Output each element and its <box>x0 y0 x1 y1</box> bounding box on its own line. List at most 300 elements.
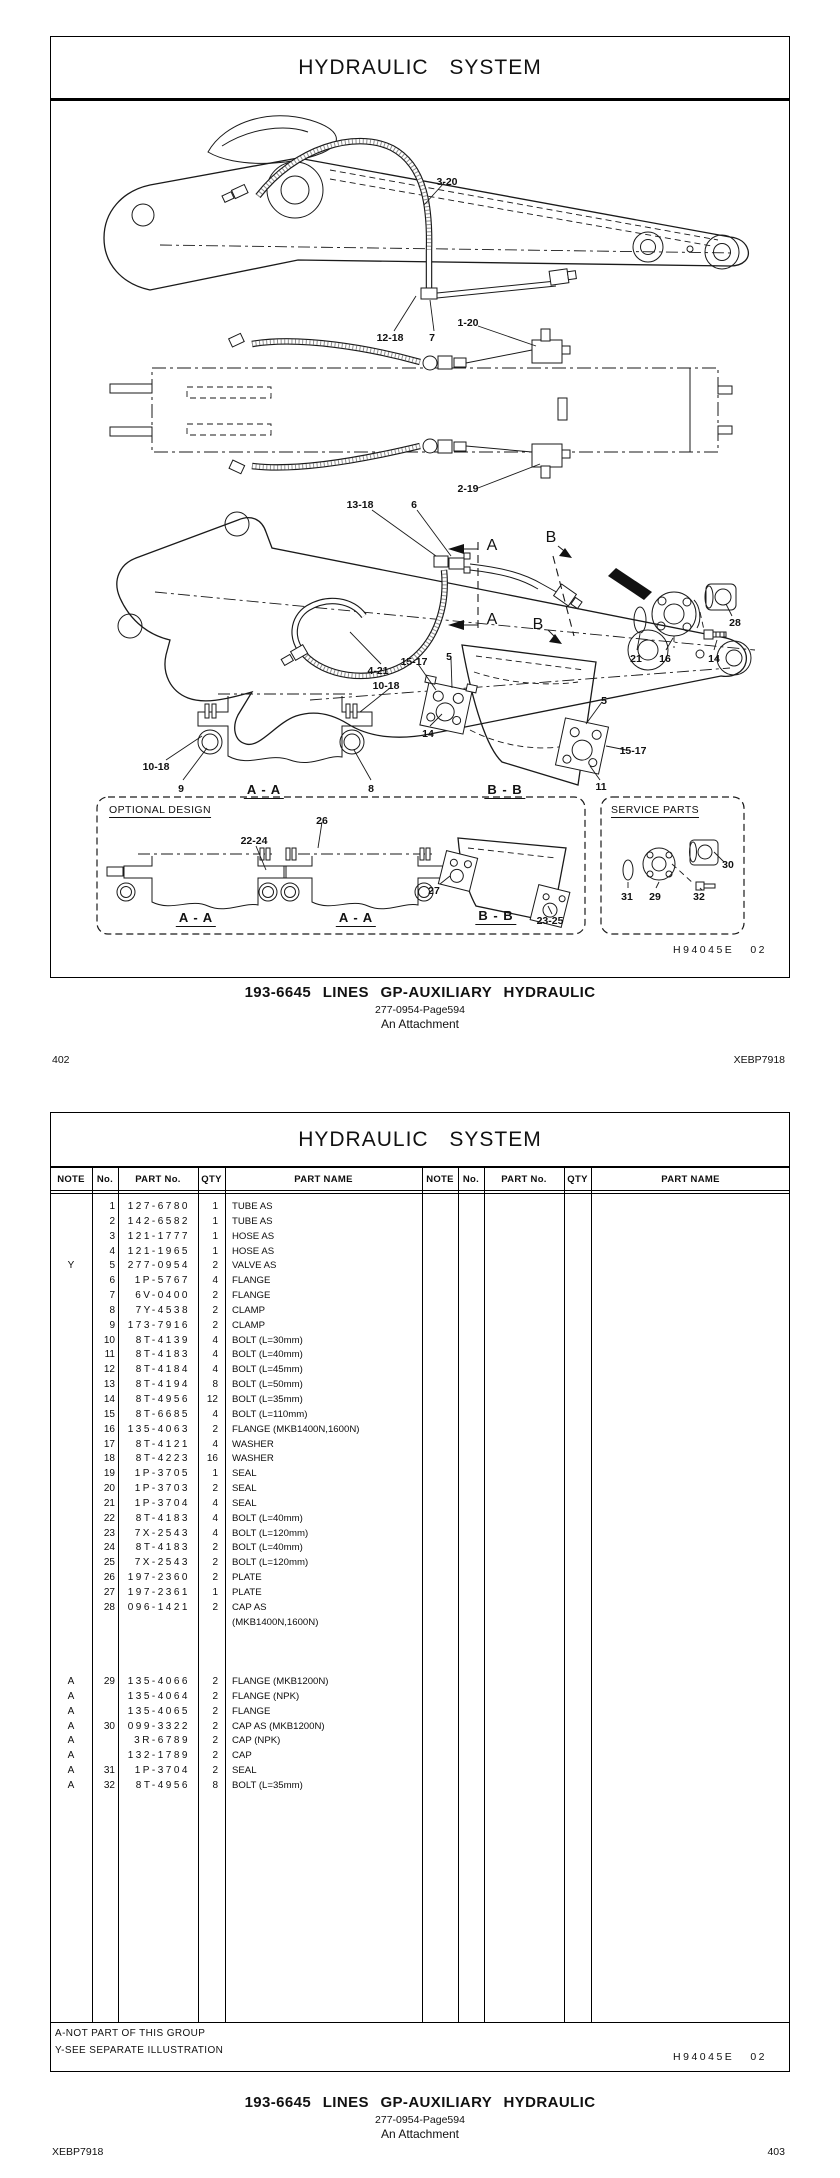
callout-label: 10-18 <box>142 761 170 773</box>
cell-note <box>50 1482 92 1497</box>
cell-qty: 2 <box>212 1423 218 1435</box>
callout-label: 28 <box>729 617 741 629</box>
parts-table-body <box>50 1200 790 1794</box>
cell-part: 1P-5767 <box>134 1275 190 1287</box>
cell-note <box>50 1497 92 1512</box>
cell-name: BOLT (L=120mm) <box>232 1557 309 1569</box>
table-row <box>50 1467 790 1482</box>
section-label: B - B <box>484 783 525 799</box>
cell-part: 135-4064 <box>127 1690 190 1702</box>
cell-no: 12 <box>103 1364 115 1376</box>
cell-part: 3R-6789 <box>134 1735 190 1747</box>
table-row <box>50 1645 790 1660</box>
footnote-a: A-NOT PART OF THIS GROUP <box>55 2028 206 2039</box>
drawing-revision: 02 <box>750 944 767 956</box>
table-row <box>50 1571 790 1586</box>
cell-name: WASHER <box>232 1438 274 1450</box>
column-header: No. <box>96 1173 114 1185</box>
cell-qty: 1 <box>212 1201 218 1212</box>
cell-note: A <box>67 1779 75 1791</box>
cell-note <box>50 1348 92 1363</box>
cell-qty: 2 <box>212 1601 218 1613</box>
table-row <box>50 1245 790 1260</box>
table-row <box>50 1616 790 1631</box>
cell-no: 27 <box>103 1586 115 1598</box>
page2-caption <box>50 2094 790 2141</box>
cell-part: 121-1965 <box>127 1245 190 1257</box>
cell-qty: 8 <box>212 1379 218 1391</box>
page1-title: HYDRAULIC SYSTEM <box>298 56 542 79</box>
cell-note <box>50 1586 92 1601</box>
cell-part: 6V-0400 <box>135 1290 190 1302</box>
drawing-code-p2: H94045E <box>673 2051 735 2063</box>
cell-qty: 8 <box>212 1779 218 1791</box>
cell-qty: 4 <box>212 1275 218 1287</box>
cell-part: 7X-2543 <box>134 1557 190 1569</box>
cell-name: FLANGE (MKB1400N,1600N) <box>232 1423 360 1435</box>
cell-qty: 1 <box>212 1230 218 1242</box>
cell-name: PLATE <box>232 1586 262 1598</box>
table-row <box>50 1289 790 1304</box>
cell-name: BOLT (L=30mm) <box>232 1334 303 1346</box>
cell-note <box>50 1200 92 1215</box>
cell-name: VALVE AS <box>232 1260 277 1272</box>
table-row <box>50 1512 790 1527</box>
table-row <box>50 1408 790 1423</box>
cell-name: SEAL <box>232 1497 257 1509</box>
table-row <box>50 1764 790 1779</box>
cell-qty: 2 <box>212 1705 218 1717</box>
callout-label: 16 <box>659 653 671 665</box>
cell-note: A <box>67 1705 75 1717</box>
drawing-callouts <box>0 0 840 976</box>
column-header: PART No. <box>135 1173 181 1185</box>
cell-qty: 4 <box>212 1527 218 1539</box>
callout-label: 9 <box>178 783 184 795</box>
cell-no: 32 <box>103 1779 115 1791</box>
cell-qty: 4 <box>212 1438 218 1450</box>
cell-part: 8T-4956 <box>135 1393 190 1405</box>
cell-qty: 4 <box>212 1334 218 1346</box>
cell-no: 19 <box>103 1468 115 1480</box>
cell-part <box>118 1630 198 1645</box>
cell-part: 1P-3704 <box>134 1497 190 1509</box>
cell-qty: 4 <box>212 1364 218 1376</box>
cell-part: 1P-3704 <box>134 1765 190 1777</box>
cell-part: 1P-3703 <box>134 1483 190 1495</box>
callout-label: 30 <box>722 859 734 871</box>
callout-label: 5 <box>601 695 607 707</box>
cell-name: BOLT (L=110mm) <box>232 1408 308 1420</box>
section-letter: A <box>486 537 498 554</box>
cell-no: 16 <box>103 1423 115 1435</box>
cell-no: 14 <box>103 1393 115 1405</box>
cell-note <box>50 1571 92 1586</box>
cell-no: 1 <box>109 1201 115 1212</box>
table-row <box>50 1586 790 1601</box>
cell-no: 8 <box>109 1304 115 1316</box>
cell-no: 17 <box>103 1438 115 1450</box>
cell-part: 8T-4183 <box>135 1512 190 1524</box>
cell-note <box>50 1541 92 1556</box>
callout-label: 15-17 <box>619 745 647 757</box>
cell-note <box>50 1304 92 1319</box>
cell-no: 18 <box>103 1453 115 1465</box>
cell-no <box>92 1705 118 1720</box>
cell-part <box>118 1616 198 1631</box>
cell-part: 142-6582 <box>127 1215 190 1227</box>
cell-no: 4 <box>109 1245 115 1257</box>
cell-no: 26 <box>103 1572 115 1584</box>
cell-part: 8T-4139 <box>135 1334 190 1346</box>
cell-note: Y <box>67 1260 75 1272</box>
cell-qty: 12 <box>206 1393 218 1405</box>
callout-label: 13-18 <box>346 499 374 511</box>
column-header: No. <box>462 1173 480 1185</box>
cell-part: 7Y-4538 <box>135 1304 190 1316</box>
column-header: QTY <box>201 1173 222 1185</box>
table-row <box>50 1274 790 1289</box>
page2-doc-code: XEBP7918 <box>52 2146 104 2158</box>
cell-part: 8T-4183 <box>135 1349 190 1361</box>
cell-no: 13 <box>103 1379 115 1391</box>
cell-qty: 1 <box>212 1586 218 1598</box>
cell-no <box>92 1734 118 1749</box>
callout-label: 14 <box>422 728 434 740</box>
callout-label: 1-20 <box>457 317 479 329</box>
cell-no <box>92 1749 118 1764</box>
cell-part: 173-7916 <box>127 1319 190 1331</box>
callout-label: 5 <box>446 651 452 663</box>
cell-part <box>118 1660 198 1675</box>
header-rule-2 <box>50 1193 790 1194</box>
cell-name: SEAL <box>232 1765 257 1777</box>
table-row <box>50 1378 790 1393</box>
table-row <box>50 1720 790 1735</box>
column-header: PART No. <box>501 1173 547 1185</box>
cell-qty: 2 <box>212 1260 218 1272</box>
cell-name: (MKB1400N,1600N) <box>232 1616 319 1628</box>
cell-part: 8T-4223 <box>135 1453 190 1465</box>
cell-name: PLATE <box>232 1572 262 1584</box>
cell-note <box>50 1393 92 1408</box>
cell-no: 2 <box>109 1215 115 1227</box>
cell-part: 132-1789 <box>127 1750 190 1762</box>
cell-no: 6 <box>109 1275 115 1287</box>
cell-qty <box>198 1660 225 1675</box>
cell-part: 8T-4194 <box>135 1379 190 1391</box>
cell-no <box>92 1690 118 1705</box>
cell-no: 10 <box>103 1334 115 1346</box>
cell-no: 31 <box>103 1765 115 1777</box>
cell-no: 9 <box>109 1319 115 1331</box>
section-label: B - B <box>475 909 516 925</box>
cell-note <box>50 1452 92 1467</box>
table-row <box>50 1527 790 1542</box>
cell-part: 8T-4183 <box>135 1542 190 1554</box>
callout-label: 11 <box>595 781 607 793</box>
callout-label: 3-20 <box>436 176 458 188</box>
column-header: NOTE <box>426 1173 454 1185</box>
cell-part <box>118 1645 198 1660</box>
cell-note <box>50 1616 92 1631</box>
cell-part: 135-4066 <box>127 1676 190 1687</box>
callout-label: 12-18 <box>376 332 404 344</box>
callout-label: 22-24 <box>240 835 268 847</box>
callout-label: 27 <box>428 885 440 897</box>
cell-note <box>50 1527 92 1542</box>
cell-part: 7X-2543 <box>134 1527 190 1539</box>
cell-note: A <box>67 1735 75 1747</box>
cell-name: HOSE AS <box>232 1245 275 1257</box>
table-row <box>50 1482 790 1497</box>
cell-no: 24 <box>103 1542 115 1554</box>
caption-reference: 277-0954-Page594 <box>375 1004 465 1016</box>
cell-note: A <box>67 1676 75 1687</box>
cell-note <box>50 1645 92 1660</box>
table-row <box>50 1215 790 1230</box>
section-label: A - A <box>176 911 216 927</box>
cell-qty: 2 <box>212 1572 218 1584</box>
cell-note <box>50 1230 92 1245</box>
cell-qty: 4 <box>212 1408 218 1420</box>
callout-label: 32 <box>693 891 705 903</box>
cell-no: 20 <box>103 1483 115 1495</box>
table-row <box>50 1363 790 1378</box>
callout-label: 26 <box>316 815 328 827</box>
cell-note <box>50 1334 92 1349</box>
cell-no: 21 <box>103 1497 115 1509</box>
callout-label: 21 <box>630 653 642 665</box>
header-rule-1 <box>50 1190 790 1191</box>
callout-label: 15-17 <box>400 656 428 668</box>
table-row <box>50 1660 790 1675</box>
cell-qty: 2 <box>212 1290 218 1302</box>
cell-name: CAP AS (MKB1200N) <box>232 1720 325 1732</box>
cell-part: 127-6780 <box>127 1201 190 1212</box>
cell-part: 277-0954 <box>127 1260 190 1272</box>
callout-label: 23-25 <box>536 915 564 927</box>
cell-part: 135-4065 <box>127 1705 190 1717</box>
callout-label: 4-21 <box>367 665 389 677</box>
cell-note <box>50 1245 92 1260</box>
cell-qty: 2 <box>212 1720 218 1732</box>
section-letter: B <box>532 616 544 633</box>
cell-name <box>225 1660 422 1675</box>
cell-qty: 2 <box>212 1542 218 1554</box>
cell-name: BOLT (L=120mm) <box>232 1527 309 1539</box>
cell-name: TUBE AS <box>232 1215 273 1227</box>
section-label: A - A <box>244 783 284 799</box>
callout-label: 6 <box>411 499 417 511</box>
page2-title: HYDRAULIC SYSTEM <box>298 1128 542 1151</box>
cell-name: FLANGE (NPK) <box>232 1690 300 1702</box>
caption-title: 193-6645 LINES GP-AUXILIARY HYDRAULIC <box>244 984 596 1001</box>
cell-qty: 2 <box>212 1557 218 1569</box>
cell-qty: 2 <box>212 1304 218 1316</box>
cell-name: BOLT (L=40mm) <box>232 1512 303 1524</box>
drawing-revision-p2: 02 <box>750 2051 767 2063</box>
cell-name: CLAMP <box>232 1319 266 1331</box>
cell-qty: 2 <box>212 1319 218 1331</box>
cell-name: BOLT (L=35mm) <box>232 1393 303 1405</box>
cell-part: 121-1777 <box>127 1230 190 1242</box>
cell-note <box>50 1378 92 1393</box>
cell-name: CLAMP <box>232 1304 266 1316</box>
cell-note: A <box>67 1750 75 1762</box>
table-row <box>50 1423 790 1438</box>
table-row <box>50 1749 790 1764</box>
page2-number: 403 <box>767 2146 785 2158</box>
callout-label: 29 <box>649 891 661 903</box>
cell-no: 15 <box>103 1408 115 1420</box>
cell-note <box>50 1512 92 1527</box>
cell-note <box>50 1289 92 1304</box>
cell-part: 8T-6685 <box>135 1408 190 1420</box>
section-label: A - A <box>336 911 376 927</box>
cell-qty <box>198 1616 225 1631</box>
cell-name: WASHER <box>232 1453 274 1465</box>
cell-qty: 1 <box>212 1468 218 1480</box>
cell-no <box>92 1660 118 1675</box>
cell-name: BOLT (L=40mm) <box>232 1349 303 1361</box>
page1-doc-code: XEBP7918 <box>733 1054 785 1066</box>
callout-label: 7 <box>429 332 435 344</box>
cell-no <box>92 1616 118 1631</box>
table-row <box>50 1497 790 1512</box>
section-letter: A <box>486 611 498 628</box>
cell-part: 099-3322 <box>127 1720 190 1732</box>
column-header: PART NAME <box>661 1173 720 1185</box>
cell-note <box>50 1274 92 1289</box>
drawing-number-p2 <box>673 2051 767 2063</box>
column-header: QTY <box>567 1173 588 1185</box>
cell-part: 096-1421 <box>127 1601 190 1613</box>
cell-note <box>50 1660 92 1675</box>
cell-name: BOLT (L=45mm) <box>232 1364 303 1376</box>
cell-note <box>50 1438 92 1453</box>
cell-name: TUBE AS <box>232 1201 273 1212</box>
cell-note <box>50 1363 92 1378</box>
cell-name: CAP <box>232 1750 252 1762</box>
callout-label: 14 <box>708 653 720 665</box>
cell-note: A <box>67 1720 75 1732</box>
column-header: NOTE <box>57 1173 85 1185</box>
callout-label: 31 <box>621 891 633 903</box>
table-row <box>50 1334 790 1349</box>
cell-no: 23 <box>103 1527 115 1539</box>
box-title: SERVICE PARTS <box>610 804 700 816</box>
column-header: PART NAME <box>294 1173 353 1185</box>
page1-number: 402 <box>52 1054 70 1066</box>
cell-name: CAP AS <box>232 1601 267 1613</box>
cell-note: A <box>67 1690 75 1702</box>
cell-note <box>50 1319 92 1334</box>
table-row <box>50 1734 790 1749</box>
cell-name: HOSE AS <box>232 1230 275 1242</box>
cell-note <box>50 1630 92 1645</box>
table-row <box>50 1705 790 1720</box>
table-row <box>50 1259 790 1274</box>
cell-note <box>50 1601 92 1616</box>
table-row <box>50 1393 790 1408</box>
cell-part: 8T-4184 <box>135 1364 190 1376</box>
table-row <box>50 1601 790 1616</box>
cell-no: 22 <box>103 1512 115 1524</box>
cell-name: FLANGE <box>232 1275 271 1287</box>
cell-part: 8T-4956 <box>135 1779 190 1791</box>
cell-note <box>50 1423 92 1438</box>
cell-name: BOLT (L=35mm) <box>232 1779 303 1791</box>
table-bottom-rule <box>50 2022 790 2023</box>
cell-qty: 16 <box>206 1453 218 1465</box>
cell-name: CAP (NPK) <box>232 1735 281 1747</box>
cell-part: 8T-4121 <box>135 1438 190 1450</box>
table-row <box>50 1438 790 1453</box>
table-row <box>50 1304 790 1319</box>
drawing-number <box>673 944 767 956</box>
cell-qty: 2 <box>212 1690 218 1702</box>
table-header-row <box>50 1168 790 1190</box>
cell-name: BOLT (L=50mm) <box>232 1379 303 1391</box>
cell-no: 30 <box>103 1720 115 1732</box>
cell-part: 135-4063 <box>127 1423 190 1435</box>
cell-name: BOLT (L=40mm) <box>232 1542 303 1554</box>
callout-label: 2-19 <box>457 483 479 495</box>
table-row <box>50 1690 790 1705</box>
page1-caption <box>50 984 790 1031</box>
caption-note-p2: An Attachment <box>380 2127 460 2141</box>
cell-part: 1P-3705 <box>134 1468 190 1480</box>
cell-note: A <box>67 1765 75 1777</box>
cell-qty: 2 <box>212 1735 218 1747</box>
cell-name: FLANGE <box>232 1705 271 1717</box>
table-row <box>50 1630 790 1645</box>
cell-no: 25 <box>103 1557 115 1569</box>
cell-note <box>50 1215 92 1230</box>
footnote-y: Y-SEE SEPARATE ILLUSTRATION <box>55 2045 224 2056</box>
cell-qty: 2 <box>212 1676 218 1687</box>
table-row <box>50 1675 790 1690</box>
cell-qty <box>198 1630 225 1645</box>
cell-part: 197-2361 <box>127 1586 190 1598</box>
cell-qty: 4 <box>212 1349 218 1361</box>
cell-part: 197-2360 <box>127 1572 190 1584</box>
table-row <box>50 1541 790 1556</box>
cell-qty: 2 <box>212 1750 218 1762</box>
cell-name: SEAL <box>232 1483 257 1495</box>
cell-no: 5 <box>109 1260 115 1272</box>
table-row <box>50 1452 790 1467</box>
table-row <box>50 1230 790 1245</box>
table-row <box>50 1556 790 1571</box>
callout-label: 8 <box>368 783 374 795</box>
table-row <box>50 1319 790 1334</box>
cell-qty <box>198 1645 225 1660</box>
table-row <box>50 1200 790 1215</box>
cell-note <box>50 1556 92 1571</box>
table-row <box>50 1779 790 1794</box>
cell-qty: 1 <box>212 1245 218 1257</box>
cell-qty: 2 <box>212 1765 218 1777</box>
cell-no: 29 <box>103 1676 115 1687</box>
cell-name <box>225 1630 422 1645</box>
caption-reference-p2: 277-0954-Page594 <box>375 2114 465 2126</box>
callout-label: 10-18 <box>372 680 400 692</box>
cell-no: 3 <box>109 1230 115 1242</box>
cell-note <box>50 1408 92 1423</box>
box-title: OPTIONAL DESIGN <box>109 804 211 816</box>
